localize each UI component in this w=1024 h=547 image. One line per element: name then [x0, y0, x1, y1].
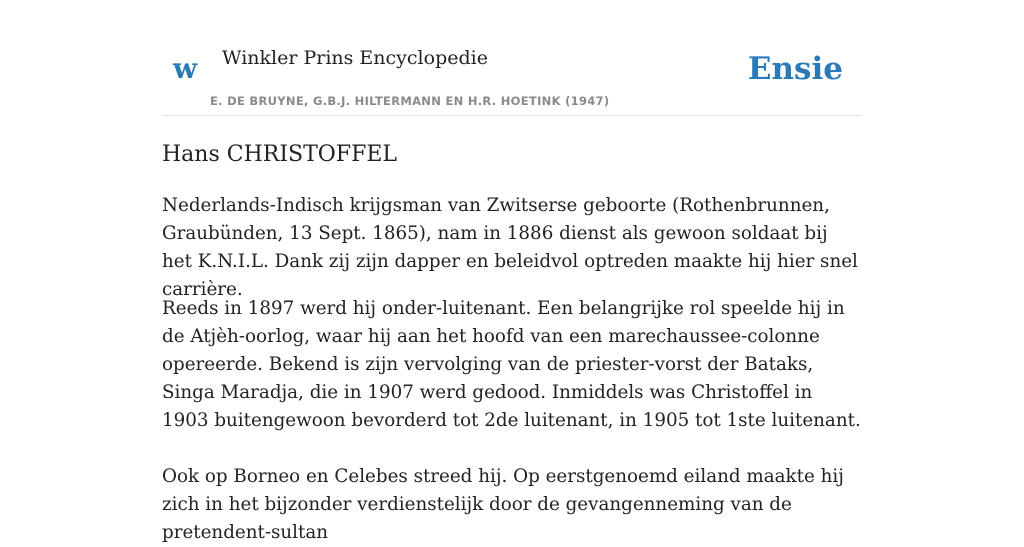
article-title: Hans CHRISTOFFEL — [162, 142, 398, 167]
brand-logo[interactable]: Ensie — [747, 51, 843, 87]
article-paragraph: Nederlands-Indisch krijgsman van Zwitserse geboorte (Rothenbrunnen, Graubünden, 13 Sept. 1865), nam in 1886 dienst als gewoon soldaat bij het K.N.I.L. Dank zij zijn dapper en beleidvol optreden maakte hij hier snel carrière. — [162, 195, 858, 300]
article-paragraph: Reeds in 1897 werd hij onder-luitenant. Een belangrijke rol speelde hij in de Atjèh-oorlog, waar hij aan het hoofd van een marechaussee-colonne opereerde. Bekend is zijn vervolging van de priester-vorst der Bataks, Singa Maradja, die in 1907 werd gedood. Inmiddels was Christoffel in 1903 buitengewoon bevorderd tot 2de luitenant, in 1905 tot 1ste luitenant. — [162, 298, 861, 431]
header — [162, 0, 862, 116]
page — [162, 0, 862, 543]
publication-title[interactable]: Winkler Prins Encyclopedie — [222, 47, 488, 69]
publication-authors: E. DE BRUYNE, G.B.J. HILTERMANN EN H.R. HOETINK (1947) — [210, 94, 610, 108]
publication-logo[interactable]: w — [173, 52, 198, 85]
article-paragraph: Ook op Borneo en Celebes streed hij. Op eerstgenoemd eiland maakte hij zich in het bijzonder verdienstelijk door de gevangenneming van de pretendent-sultan — [162, 466, 844, 543]
